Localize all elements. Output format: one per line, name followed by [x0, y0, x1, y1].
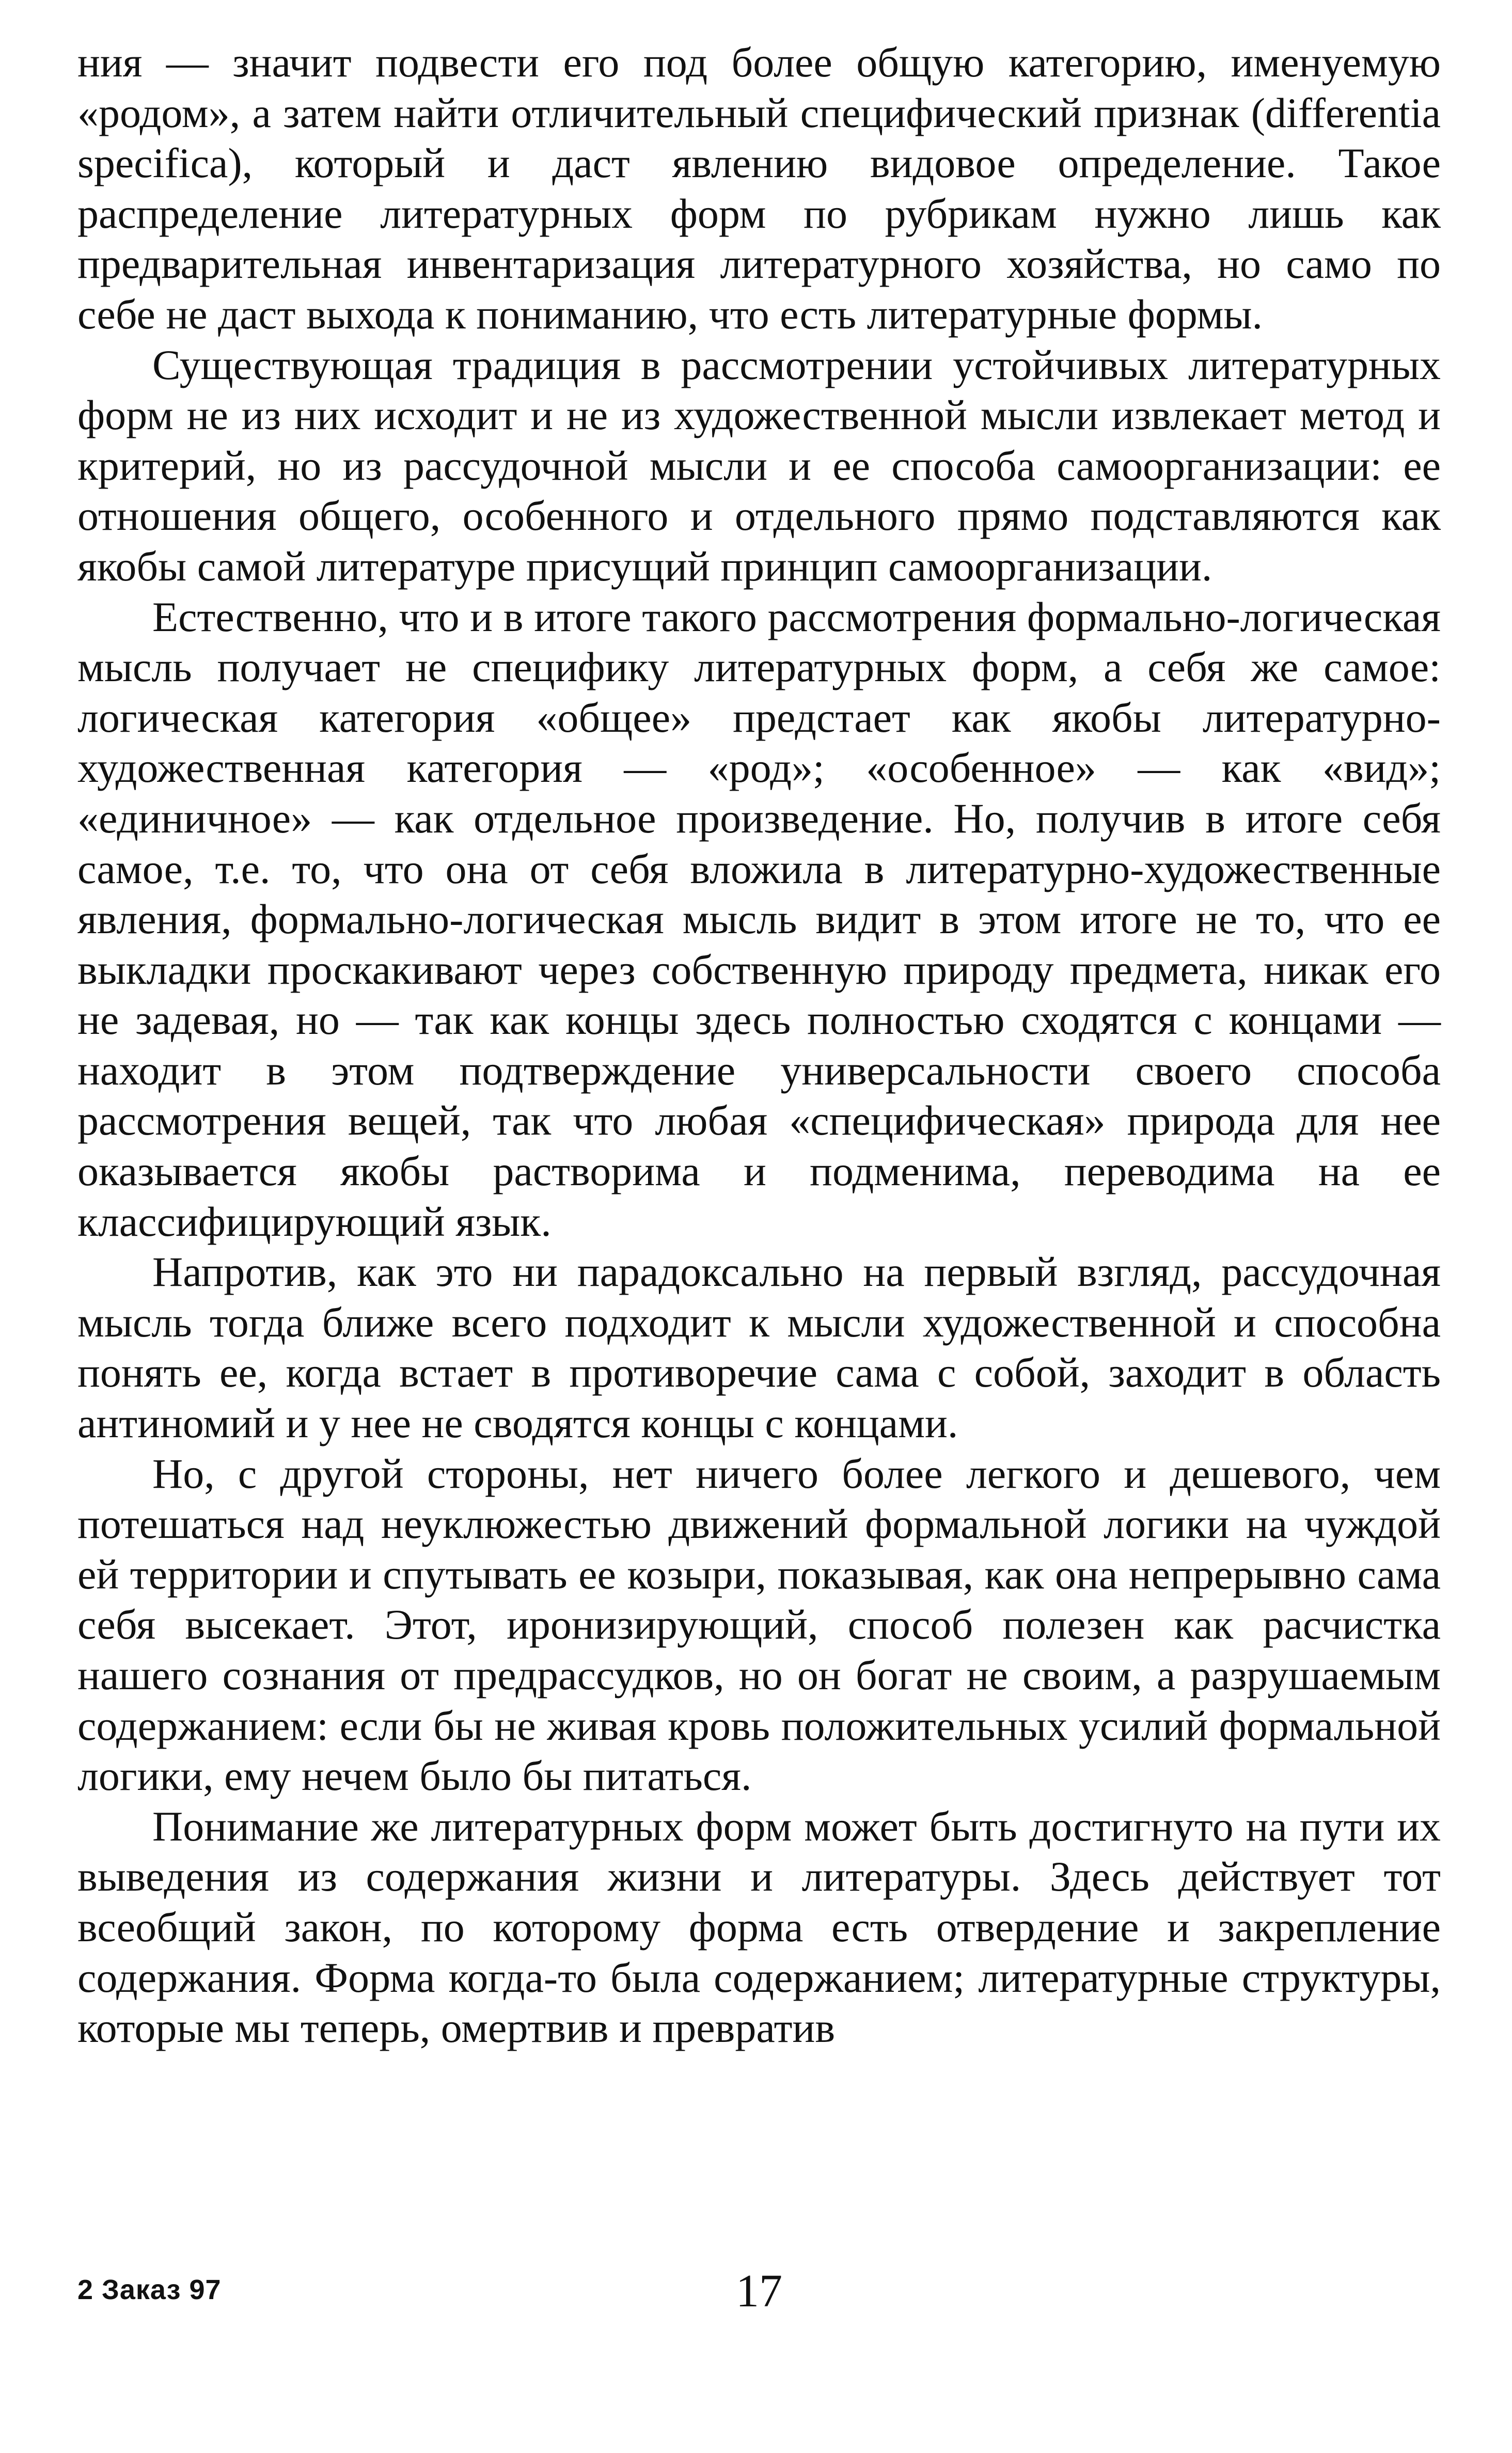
paragraph: Напротив, как это ни парадоксально на первый взгляд, рассудочная мысль тогда ближе всего подходит к мысли художественной и способна понять ее, когда встает в противоречие сама с собой, заходит в область антиномий и у нее не сводятся концы с концами. [77, 1248, 1441, 1447]
main-text [77, 37, 1441, 2053]
paragraph: Понимание же литературных форм может быть достигнуто на пути их выведения из содержания жизни и литературы. Здесь действует тот всеобщий закон, по которому форма есть отвердение и закрепление содержания. Форма когда-то была содержанием; литературные структуры, которые мы теперь, омертвив и превратив [77, 1802, 1441, 2052]
paragraph: Существующая традиция в рассмотрении устойчивых литературных форм не из них исходит и не из художественной мысли извлекает метод и критерий, но из рассудочной мысли и ее способа самоорганизации: ее отношения общего, особенного и отдельного прямо подставляются как якобы самой литературе присущий принцип самоорганизации. [77, 341, 1441, 590]
printer-signature: 2 Заказ 97 [77, 2274, 222, 2305]
paragraph-continuation: ния — значит подвести его под более общую категорию, именуемую «родом», а затем найти отличительный специфический признак (differentia specifica), который и даст явлению видовое определение. Такое распределение литературных форм по рубрикам нужно лишь как предварительная инвентаризация литературного хозяйства, но само по себе не даст выхода к пониманию, что есть литературные формы. [77, 39, 1441, 338]
page-number: 17 [736, 2266, 782, 2317]
page-footer [77, 2265, 1441, 2321]
paragraph: Но, с другой стороны, нет ничего более легкого и дешевого, чем потешаться над неуклюжестью движений формальной логики на чуждой ей территории и спутывать ее козыри, показывая, как она непрерывно сама себя высекает. Этот, иронизирующий, способ полезен как расчистка нашего сознания от предрассудков, но он богат не своим, а разрушаемым содержанием: если бы не живая кровь положительных усилий формальной логики, ему нечем было бы питаться. [77, 1450, 1441, 1800]
paragraph: Естественно, что и в итоге такого рассмотрения формально-логическая мысль получает не специфику литературных форм, а себя же самое: логическая категория «общее» предстает как якобы литературно-художественная категория — «род»; «особенное» — как «вид»; «единичное» — как отдельное произведение. Но, получив в итоге себя самое, т.е. то, что она от себя вложила в литературно-художественные явления, формально-логическая мысль видит в этом итоге не то, что ее выкладки проскакивают через собственную природу предмета, никак его не задевая, но — так как концы здесь полностью сходятся с концами — находит в этом подтверждение универсальности своего способа рассмотрения вещей, так что любая «специфическая» природа для нее оказывается якобы растворима и подменима, переводима на ее классифицирующий язык. [77, 593, 1441, 1245]
